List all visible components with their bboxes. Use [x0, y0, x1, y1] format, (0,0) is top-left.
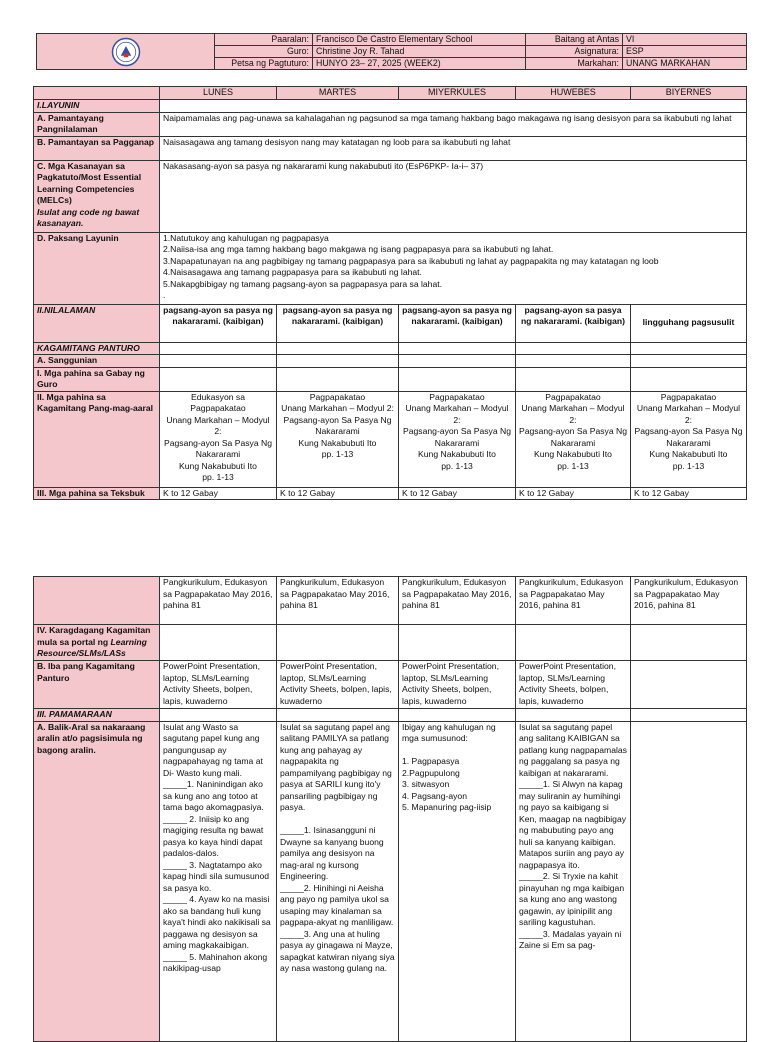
paksang-layunin-label: D. Paksang Layunin [34, 232, 160, 304]
karagdagang-kagamitan-label-text: IV. Karagdagang Kagamitan mula sa portal ng [37, 625, 151, 647]
nilalaman-heading: II.NILALAMAN [34, 304, 160, 342]
module-reference: Pagpapakatao Unang Markahan – Modyul 2: Pagsang-ayon Sa Pasya Ng Nakararami Kung Nakabubuti Ito pp. 1-13 [399, 391, 516, 487]
teksbuk-continuation: Pangkurikulum, Edukasyon sa Pagpapakatao May 2016, pahina 81 [631, 577, 747, 625]
teksbuk-value: K to 12 Gabay [516, 487, 631, 500]
teksbuk-continuation: Pangkurikulum, Edukasyon sa Pagpapakatao May 2016, pahina 81 [277, 577, 399, 625]
iba-pang-kagamitan-label: B. Iba pang Kagamitang Panturo [34, 661, 160, 709]
nilalaman-topic: pagsang-ayon sa pasya ng nakararami. (kaibigan) [516, 304, 631, 342]
empty-cell [631, 355, 747, 368]
nilalaman-topic: pagsang-ayon sa pasya ng nakararami. (kaibigan) [160, 304, 277, 342]
balik-aral-label: A. Balik-Aral sa nakaraang aralin at/o pagsisimula ng bagong aralin. [34, 721, 160, 1041]
empty-cell [277, 367, 399, 391]
empty-cell [160, 367, 277, 391]
balik-aral-activity: Isulat sa sagutang papel ang salitang PAMILYA sa patlang kung ang pahayag ay nagpapakita ng pampamilyang pagbibigay ng pasya at SARILI kung ito'y pansariling pagbibigay ng pasya. _____1. Isinasangguni ni Dwayne sa kanyang buong pamilya ang desisyon na mag-aral ng kursong Engineering. _____2. Hinihingi ni Aeisha ang payo ng pamilya ukol sa usaping may kinalaman sa pagpapa-akyat ng manliligaw. _____3. Ang una at huling pasya ay ginagawa ni Mayze, sapagkat katwiran niyang siya ay nasa wastong gulang na. [277, 721, 399, 1041]
balik-aral-activity: Ibigay ang kahulugan ng mga sumusunod: 1. Pagpapasya 2.Pagpupulong 3. sitwasyon 4. Pagsang-ayon 5. Mapanuring pag-iisip [399, 721, 516, 1041]
petsa-value: HUNYO 23– 27, 2025 (WEEK2) [313, 58, 526, 70]
empty-cell [516, 355, 631, 368]
empty-cell [160, 625, 277, 661]
iba-pang-kagamitan-value: PowerPoint Presentation, laptop, SLMs/Learning Activity Sheets, bolpen, lapis, kuwaderno [516, 661, 631, 709]
teksbuk-continuation: Pangkurikulum, Edukasyon sa Pagpapakatao May 2016, pahina 81 [516, 577, 631, 625]
empty-cell [399, 625, 516, 661]
guro-label: Guro: [215, 46, 313, 58]
empty-cell [631, 367, 747, 391]
markahan-label: Markahan: [526, 58, 623, 70]
pamantayan-sa-pagganap-label: B. Pamantayan sa Pagganap [34, 136, 160, 160]
paksang-layunin-text: 1.Natutukoy ang kahulugan ng pagpapasya 2.Naiisa-isa ang mga tamng hakbang bago makgawa ng isang pagpapasya para sa ikabubuti ng lahat. 3.Napapatunayan na ang pagbibigay ng tamang pagpapasya para sa ikabubuti ng lahat ay pagpapakita ng may katatagan ng loob 4.Naisasagawa ang tamang pagpapasya para sa ikabubuti ng lahat. 5.Nakapgbibigay ng tamang pagsang-ayon sa pagpapasya para sa lahat. . [160, 232, 747, 304]
empty-cell [277, 355, 399, 368]
pamantayang-pangnilalaman-label: A. Pamantayang Pangnilalaman [34, 112, 160, 136]
paaralan-label: Paaralan: [215, 34, 313, 46]
markahan-value: UNANG MARKAHAN [623, 58, 747, 70]
kagamitang-pang-mag-aaral-label: II. Mga pahina sa Kagamitang Pang-mag-aaral [34, 391, 160, 487]
balik-aral-activity: Isulat ang Wasto sa sagutang papel kung ang pangungusap ay nagpapahayag ng tama at Di- Wasto kung mali. _____1. Naninindigan ako sa kung ano ang totoo at tama bago akomagpasiya. _____ 2. Iniisip ko ang magiging resulta ng bawat pasya ko kaya hindi dapat padalos-dalos. _____ 3. Nagtatampo ako kapag hindi sila sumusunod sa pasya ko. _____ 4. Ayaw ko na masisi ako sa bandang huli kung kaya't hindi ako nakikisali sa paggawa ng desisyon sa aming magkakaibigan. _____ 5. Mahinahon akong nakikipag-usap [160, 721, 277, 1041]
empty-cell [277, 625, 399, 661]
nilalaman-topic: lingguhang pagsusulit [631, 304, 747, 342]
empty-cell [399, 342, 516, 355]
day-header: MIYERKULES [399, 87, 516, 100]
deped-seal-icon [111, 37, 141, 67]
sanggunian-label: A. Sanggunian [34, 355, 160, 368]
header-table [36, 33, 747, 70]
deped-logo-cell [37, 34, 215, 70]
iba-pang-kagamitan-value [631, 661, 747, 709]
empty-cell [34, 577, 160, 625]
iba-pang-kagamitan-value: PowerPoint Presentation, laptop, SLMs/Learning Activity Sheets, bolpen, lapis, kuwaderno [399, 661, 516, 709]
empty-cell [399, 709, 516, 722]
module-reference: Pagpapakatao Unang Markahan – Modyul 2: Pagsang-ayon Sa Pasya Ng Nakararami Kung Nakabubuti Ito pp. 1-13 [516, 391, 631, 487]
empty-cell [160, 355, 277, 368]
day-header: BIYERNES [631, 87, 747, 100]
empty-cell [631, 709, 747, 722]
layunin-heading: I.LAYUNIN [34, 100, 160, 113]
iba-pang-kagamitan-value: PowerPoint Presentation, laptop, SLMs/Learning Activity Sheets, bolpen, lapis, kuwaderno [277, 661, 399, 709]
gabay-guro-label: I. Mga pahina sa Gabay ng Guro [34, 367, 160, 391]
karagdagang-kagamitan-label-italic: Learning Resource/SLMs/LASs [37, 636, 147, 658]
melc-label: C. Mga Kasanayan sa Pagkatuto/Most Essential Learning Competencies (MELCs) [37, 160, 142, 205]
empty-cell [516, 367, 631, 391]
teksbuk-label: III. Mga pahina sa Teksbuk [34, 487, 160, 500]
empty-cell [516, 709, 631, 722]
melc-note: Isulat ang code ng bawat kasanayan. [37, 206, 140, 228]
empty-cell [399, 355, 516, 368]
nilalaman-topic: pagsang-ayon sa pasya ng nakararami. (kaibigan) [399, 304, 516, 342]
asignatura-label: Asignatura: [526, 46, 623, 58]
teksbuk-continuation: Pangkurikulum, Edukasyon sa Pagpapakatao May 2016, pahina 81 [399, 577, 516, 625]
empty-cell [160, 709, 277, 722]
iba-pang-kagamitan-value: PowerPoint Presentation, laptop, SLMs/Learning Activity Sheets, bolpen, lapis, kuwaderno [160, 661, 277, 709]
paaralan-value: Francisco De Castro Elementary School [313, 34, 526, 46]
module-reference: Edukasyon sa Pagpapakatao Unang Markahan – Modyul 2: Pagsang-ayon Sa Pasya Ng Nakararami Kung Nakabubuti Ito pp. 1-13 [160, 391, 277, 487]
lesson-plan-continuation-table [33, 576, 747, 1042]
baitang-label: Baitang at Antas [526, 34, 623, 46]
balik-aral-activity [631, 721, 747, 1041]
petsa-label: Petsa ng Pagtuturo: [215, 58, 313, 70]
nilalaman-topic: pagsang-ayon sa pasya ng nakararami. (kaibigan) [277, 304, 399, 342]
module-reference: Pagpapakatao Unang Markahan – Modyul 2: Pagsang-ayon Sa Pasya Ng Nakararami Kung Nakabubuti Ito pp. 1-13 [277, 391, 399, 487]
pamamaraan-heading: III. PAMAMARAAN [34, 709, 160, 722]
baitang-value: VI [623, 34, 747, 46]
melc-label-cell [34, 160, 160, 232]
empty-cell [399, 367, 516, 391]
kagamitan-heading: KAGAMITANG PANTURO [34, 342, 160, 355]
empty-cell [516, 342, 631, 355]
teksbuk-value: K to 12 Gabay [277, 487, 399, 500]
empty-cell [631, 625, 747, 661]
lesson-plan-table [33, 86, 747, 500]
empty-cell [516, 625, 631, 661]
asignatura-value: ESP [623, 46, 747, 58]
balik-aral-activity: Isulat sa sagutang papel ang salitang KAIBIGAN sa patlang kung nagpapamalas ng paggalang sa pasya ng kaibigan at nakararami. _____1. Si Alwyn na kapag may suliranin ay humihingi ng payo sa kaibigang si Ken, maagap na nagbibigay ng mabubuting payo ang huli sa kanyang kaibigan. Matapos suriin ang payo ay nagpapasya ito. _____2. Si Tryxie na kahit pinayuhan ng mga kaibigan sa kung ano ang wastong gagawin, ay ipinipilit ang sariling kagustuhan. _____3. Madalas yayain ni Zaine si Em sa pag- [516, 721, 631, 1041]
corner-cell [34, 87, 160, 100]
module-reference: Pagpapakatao Unang Markahan – Modyul 2: Pagsang-ayon Sa Pasya Ng Nakararami Kung Nakabubuti Ito pp. 1-13 [631, 391, 747, 487]
teksbuk-value: K to 12 Gabay [160, 487, 277, 500]
day-header: HUWEBES [516, 87, 631, 100]
pamantayan-sa-pagganap-text: Naisasagawa ang tamang desisyon nang may katatagan ng loob para sa ikabubuti ng lahat [160, 136, 747, 160]
pamantayang-pangnilalaman-text: Naipamamalas ang pag-unawa sa kahalagahan ng pagsunod sa mga tamang hakbang bago makagawa ng isang desisyon para sa ikabubuti ng lahat [160, 112, 747, 136]
day-header: LUNES [160, 87, 277, 100]
teksbuk-value: K to 12 Gabay [399, 487, 516, 500]
empty-cell [277, 709, 399, 722]
empty-cell [160, 100, 747, 113]
empty-cell [631, 342, 747, 355]
teksbuk-value: K to 12 Gabay [631, 487, 747, 500]
guro-value: Christine Joy R. Tahad [313, 46, 526, 58]
karagdagang-kagamitan-label [34, 625, 160, 661]
empty-cell [160, 342, 277, 355]
melc-text: Nakasasang-ayon sa pasya ng nakararami kung nakabubuti ito (EsP6PKP- Ia-i– 37) [160, 160, 747, 232]
teksbuk-continuation: Pangkurikulum, Edukasyon sa Pagpapakatao May 2016, pahina 81 [160, 577, 277, 625]
empty-cell [277, 342, 399, 355]
day-header: MARTES [277, 87, 399, 100]
